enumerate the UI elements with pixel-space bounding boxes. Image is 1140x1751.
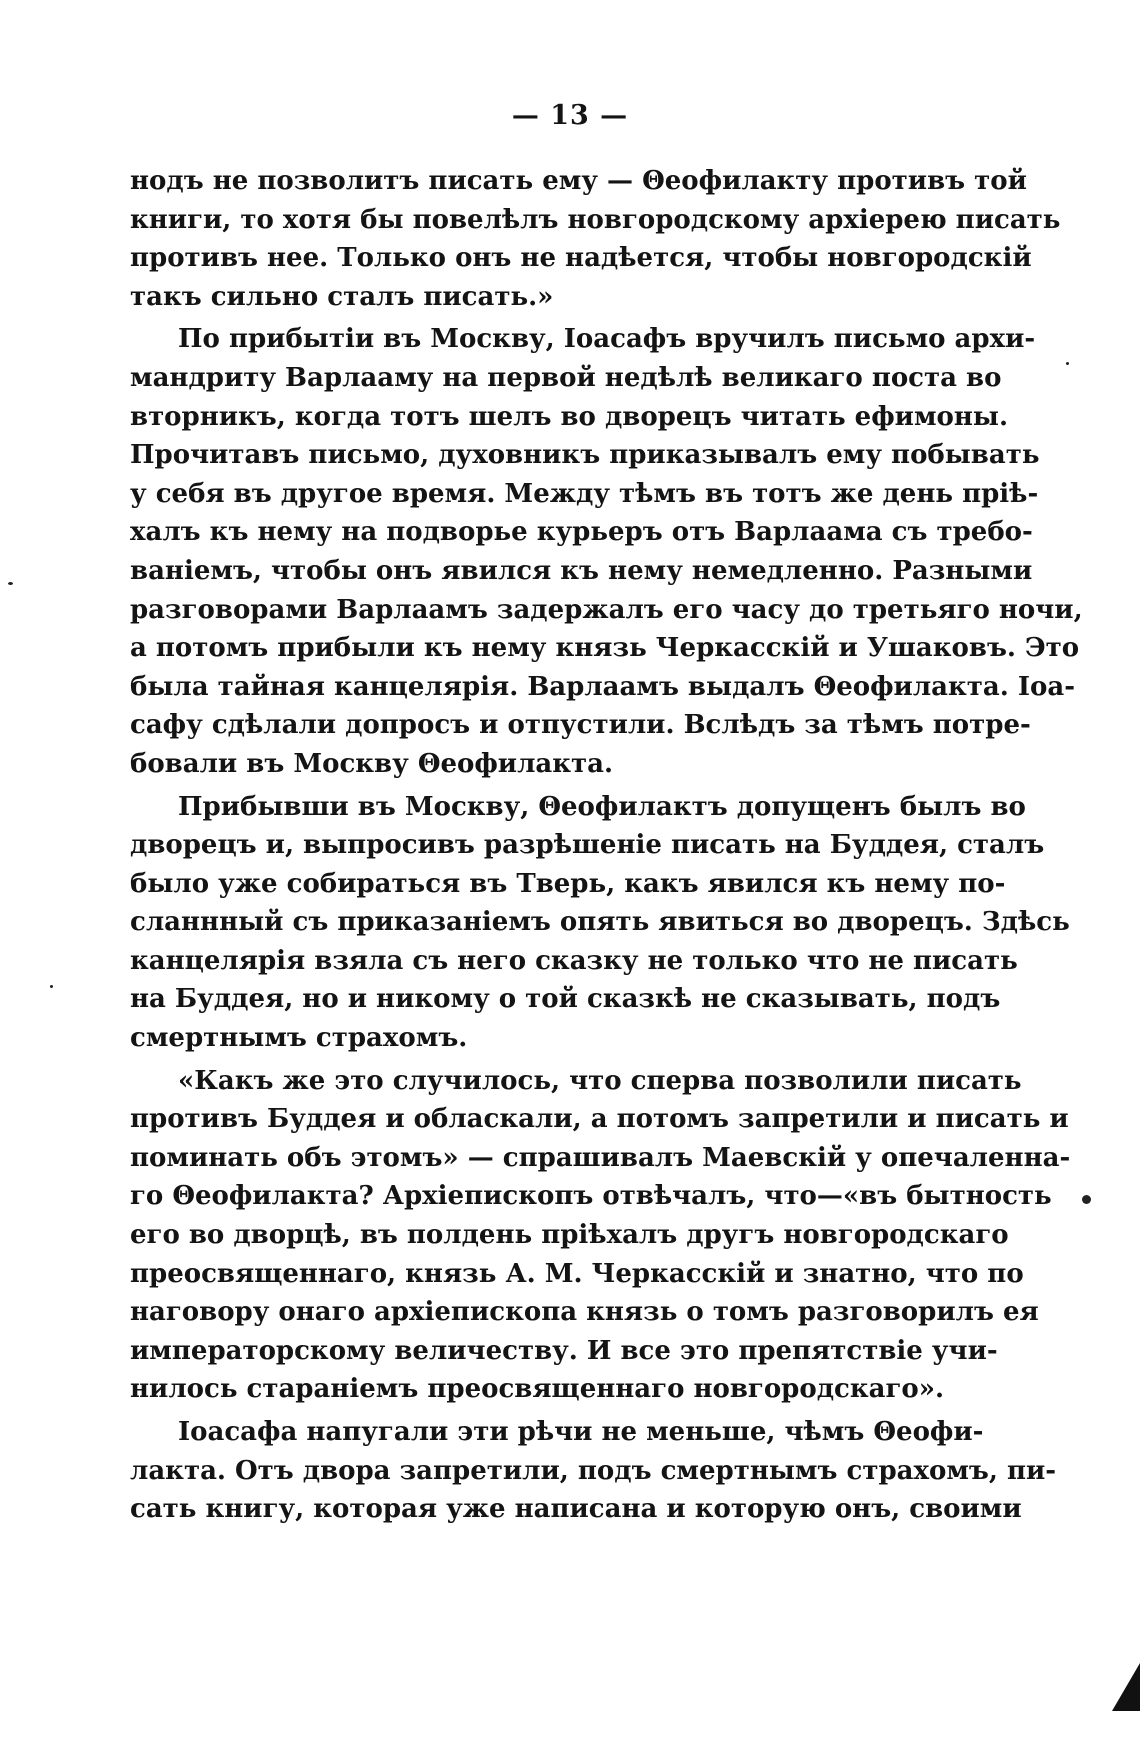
- text-line: смертнымъ страхомъ.: [130, 1023, 468, 1054]
- text-line: лакта. Отъ двора запретили, подъ смертнымъ страхомъ, пи-: [130, 1455, 1057, 1486]
- text-line: его во дворцѣ, въ полдень пріѣхалъ другъ новгородскаго: [130, 1220, 1009, 1251]
- body-text: [130, 162, 1083, 1529]
- scan-speck: [1082, 1195, 1091, 1204]
- text-line: халъ къ нему на подворье курьеръ отъ Варлаама съ требо-: [130, 517, 1033, 548]
- text-line: вторникъ, когда тотъ шелъ во дворецъ читать ефимоны.: [130, 401, 1009, 432]
- text-line: Прибывши въ Москву, Θеофилактъ допущенъ былъ во: [178, 791, 1026, 822]
- scan-speck: [1066, 362, 1069, 365]
- text-line: бовали въ Москву Θеофилакта.: [130, 748, 614, 779]
- text-line: ваніемъ, чтобы онъ явился къ нему немедленно. Разными: [130, 555, 1033, 586]
- text-line: По прибытіи въ Москву, Іоасафъ вручилъ письмо архи-: [178, 324, 1036, 355]
- text-line: книги, то хотя бы повелѣлъ новгородскому архіерею писать: [130, 204, 1061, 235]
- text-line: канцелярія взяла съ него сказку не только что не писать: [130, 945, 1018, 976]
- text-line: у себя въ другое время. Между тѣмъ въ тотъ же день пріѣ-: [130, 478, 1039, 509]
- text-line: такъ сильно сталъ писать.»: [130, 281, 554, 312]
- text-line: дворецъ и, выпросивъ разрѣшеніе писать на Буддея, сталъ: [130, 830, 1045, 861]
- text-line: противъ нее. Только онъ не надѣется, чтобы новгородскій: [130, 243, 1032, 274]
- text-line: сланнный съ приказаніемъ опять явиться во дворецъ. Здѣсь: [130, 907, 1070, 938]
- paragraph-4: [130, 1062, 1071, 1409]
- paragraph-1: [130, 162, 1061, 316]
- text-line: было уже собираться въ Тверь, какъ явился къ нему по-: [130, 868, 1006, 899]
- text-line: го Θеофилакта? Архіепископъ отвѣчалъ, что—«въ бытность: [130, 1181, 1052, 1212]
- text-line: а потомъ прибыли къ нему князь Черкасскій и Ушаковъ. Это: [130, 633, 1080, 664]
- text-line: на Буддея, но и никому о той сказкѣ не сказывать, подъ: [130, 984, 1001, 1015]
- text-line: императорскому величеству. И все это препятствіе учи-: [130, 1335, 998, 1366]
- text-line: наговору онаго архіепископа князь о томъ разговорилъ ея: [130, 1297, 1039, 1328]
- scan-speck: [8, 582, 13, 585]
- scan-corner-mark: [1112, 1663, 1140, 1711]
- text-line: поминать объ этомъ» — спрашивалъ Маевскій у опечаленна-: [130, 1142, 1071, 1173]
- text-line: разговорами Варлаамъ задержалъ его часу до третьяго ночи,: [130, 594, 1083, 625]
- text-line: нодъ не позволитъ писать ему — Θеофилакту противъ той: [130, 166, 1027, 196]
- paragraph-5: [130, 1413, 1057, 1529]
- text-line: сать книгу, которая уже написана и которую онъ, своими: [130, 1494, 1022, 1525]
- text-line: Прочитавъ письмо, духовникъ приказывалъ ему побывать: [130, 440, 1040, 471]
- text-line: противъ Буддея и обласкали, а потомъ запретили и писать и: [130, 1104, 1069, 1135]
- paragraph-3: [130, 788, 1070, 1058]
- scan-speck: [50, 985, 53, 988]
- text-line: Іоасафа напугали эти рѣчи не меньше, чѣмъ Θеофи-: [178, 1417, 984, 1447]
- text-line: нилось стараніемъ преосвященнаго новгородскаго».: [130, 1374, 945, 1405]
- text-line: «Какъ же это случилось, что сперва позволили писать: [178, 1065, 1022, 1096]
- page-number: — 13 —: [511, 100, 629, 131]
- paragraph-2: [130, 320, 1083, 783]
- text-line: мандриту Варлааму на первой недѣлѣ великаго поста во: [130, 362, 1002, 393]
- text-line: сафу сдѣлали допросъ и отпустили. Вслѣдъ за тѣмъ потре-: [130, 710, 1031, 741]
- text-line: была тайная канцелярія. Варлаамъ выдалъ Θеофилакта. Іоа-: [130, 671, 1075, 702]
- text-line: преосвященнаго, князь А. М. Черкасскій и знатно, что по: [130, 1258, 1024, 1289]
